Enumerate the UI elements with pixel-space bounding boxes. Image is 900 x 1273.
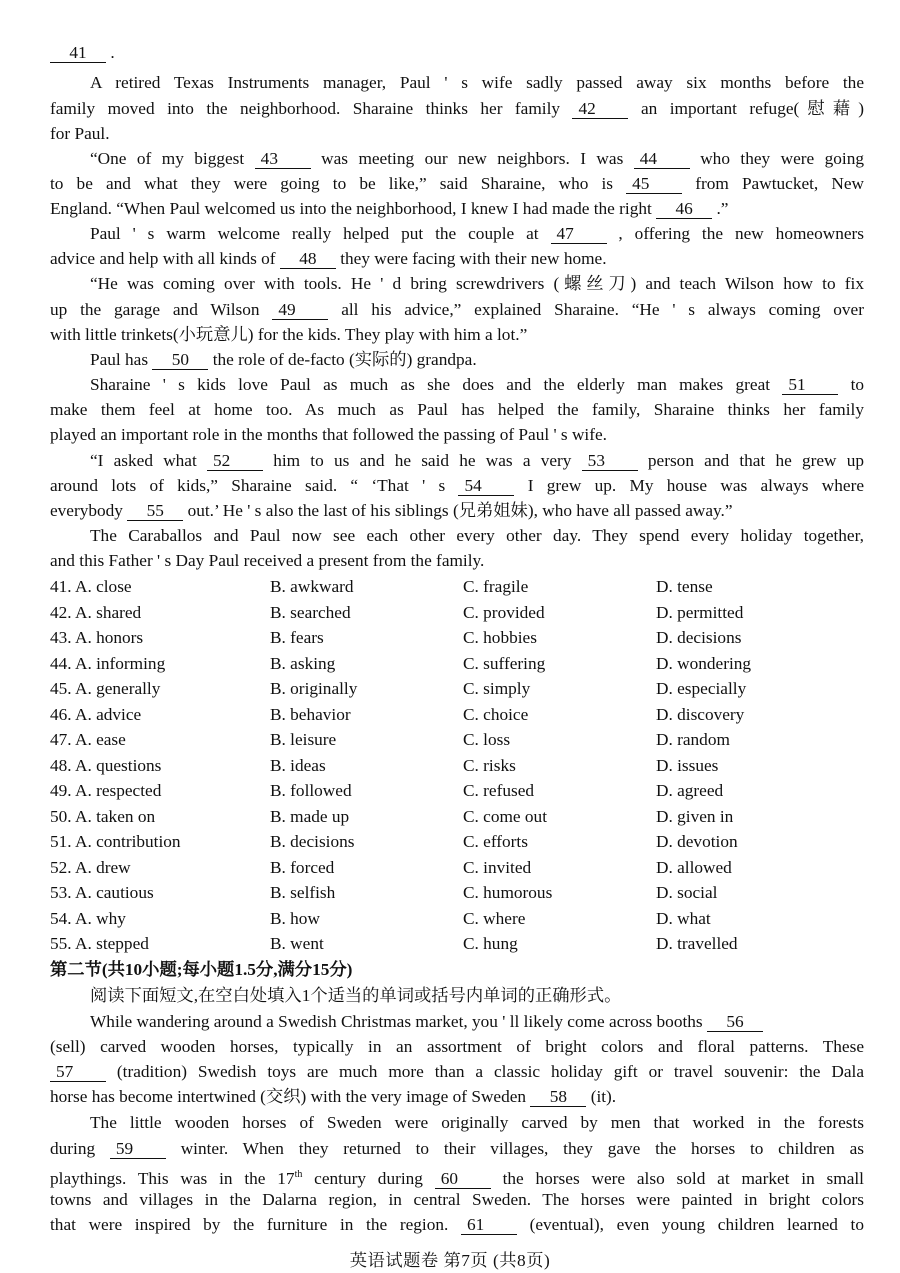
passage-line: during 59 winter. When they returned to their villages, they gave the horses to children as	[50, 1139, 864, 1158]
option-row-42	[50, 600, 870, 625]
option-c: C. fragile	[463, 577, 529, 596]
option-b: B. fears	[270, 628, 324, 647]
option-a: 46. A. advice	[50, 705, 142, 724]
option-row-55	[50, 931, 870, 956]
option-c: C. hung	[463, 934, 518, 953]
option-d: D. permitted	[656, 603, 744, 622]
blank-51: 51	[782, 375, 838, 395]
blank-48: 48	[280, 249, 336, 269]
passage-line: The Caraballos and Paul now see each other every other day. They spend every holiday together,	[90, 526, 864, 545]
option-a: 50. A. taken on	[50, 807, 156, 826]
option-c: C. simply	[463, 679, 531, 698]
passage-line: playthings. This was in the 17th century during 60 the horses were also sold at market in small	[50, 1168, 864, 1188]
option-d: D. issues	[656, 756, 719, 775]
option-row-47	[50, 727, 870, 752]
option-a: 41. A. close	[50, 577, 132, 596]
passage-line: to be and what they were going to be like,” said Sharaine, who is 45 from Pawtucket, New	[50, 174, 864, 193]
blank-54: 54	[458, 476, 514, 496]
option-d: D. especially	[656, 679, 747, 698]
option-d: D. discovery	[656, 705, 745, 724]
option-row-43	[50, 625, 870, 650]
passage-line: everybody 55 out.’ He ' s also the last of his siblings (兄弟姐妹), who have all passed away.”	[50, 501, 733, 520]
option-c: C. come out	[463, 807, 547, 826]
option-a: 52. A. drew	[50, 858, 131, 877]
option-row-44	[50, 651, 870, 676]
passage-line: Paul has 50 the role of de-facto (实际的) grandpa.	[90, 350, 477, 369]
passage-line: 41 .	[50, 40, 864, 65]
section-instruction: 阅读下面短文,在空白处填入1个适当的单词或括号内单词的正确形式。	[90, 986, 622, 1005]
option-c: C. risks	[463, 756, 516, 775]
passage-line: “I asked what 52 him to us and he said he was a very 53 person and that he grew up	[90, 451, 865, 470]
option-d: D. travelled	[656, 934, 738, 953]
blank-52: 52	[207, 451, 263, 471]
option-b: B. behavior	[270, 705, 351, 724]
blank-47: 47	[551, 224, 607, 244]
passage-line: A retired Texas Instruments manager, Paul ' s wife sadly passed away six months before the	[90, 73, 864, 92]
passage-line: “He was coming over with tools. He ' d bring screwdrivers (螺丝刀) and teach Wilson how to fix	[90, 274, 864, 293]
blank-61: 61	[461, 1215, 517, 1235]
passage-line: 57 (tradition) Swedish toys are much more than a classic holiday gift or travel souvenir: the Dala	[50, 1059, 864, 1084]
option-a: 45. A. generally	[50, 679, 161, 698]
option-d: D. decisions	[656, 628, 742, 647]
passage-line: up the garage and Wilson 49 all his advice,” explained Sharaine. “He ' s always coming over	[50, 300, 864, 319]
blank-44: 44	[634, 149, 690, 169]
option-row-50	[50, 804, 870, 829]
option-c: C. invited	[463, 858, 532, 877]
option-b: B. awkward	[270, 577, 354, 596]
blank-58: 58	[530, 1087, 586, 1107]
option-row-48	[50, 753, 870, 778]
passage-line: make them feel at home too. As much as Paul has helped the family, Sharaine thinks her family	[50, 400, 864, 419]
option-b: B. asking	[270, 654, 336, 673]
option-a: 47. A. ease	[50, 730, 126, 749]
option-row-51	[50, 829, 870, 854]
blank-60: 60	[435, 1169, 491, 1189]
option-b: B. followed	[270, 781, 352, 800]
option-b: B. made up	[270, 807, 350, 826]
passage-line: towns and villages in the Dalarna region, in central Sweden. The horses were painted in bright colors	[50, 1190, 864, 1209]
option-a: 51. A. contribution	[50, 832, 181, 851]
option-c: C. suffering	[463, 654, 546, 673]
option-a: 48. A. questions	[50, 756, 162, 775]
option-row-46	[50, 702, 870, 727]
option-row-41	[50, 574, 870, 599]
option-a: 54. A. why	[50, 909, 126, 928]
passage-line: “One of my biggest 43 was meeting our new neighbors. I was 44 who they were going	[90, 149, 865, 168]
passage-line: Sharaine ' s kids love Paul as much as she does and the elderly man makes great 51 to	[90, 375, 865, 394]
passage-line: with little trinkets(小玩意儿) for the kids. They play with him a lot.”	[50, 325, 528, 344]
option-row-54	[50, 906, 870, 931]
passage-line: Paul ' s warm welcome really helped put the couple at 47 , offering the new homeowners	[90, 224, 864, 243]
option-a: 55. A. stepped	[50, 934, 149, 953]
passage-line: England. “When Paul welcomed us into the neighborhood, I knew I had made the right 46 .”	[50, 199, 729, 218]
option-d: D. given in	[656, 807, 734, 826]
option-b: B. leisure	[270, 730, 337, 749]
passage-line: The little wooden horses of Sweden were originally carved by men that worked in the forests	[90, 1113, 864, 1132]
option-c: C. efforts	[463, 832, 528, 851]
blank-42: 42	[572, 99, 628, 119]
option-b: B. decisions	[270, 832, 355, 851]
option-row-52	[50, 855, 870, 880]
option-d: D. wondering	[656, 654, 752, 673]
blank-55: 55	[127, 501, 183, 521]
option-d: D. agreed	[656, 781, 724, 800]
option-a: 44. A. informing	[50, 654, 166, 673]
option-row-49	[50, 778, 870, 803]
option-b: B. how	[270, 909, 320, 928]
option-b: B. selfish	[270, 883, 336, 902]
option-b: B. went	[270, 934, 324, 953]
option-row-45	[50, 676, 870, 701]
option-c: C. hobbies	[463, 628, 537, 647]
option-c: C. where	[463, 909, 526, 928]
passage-line: family moved into the neighborhood. Sharaine thinks her family 42 an important refuge(慰藉)	[50, 99, 864, 118]
passage-line: advice and help with all kinds of 48 they were facing with their new home.	[50, 249, 607, 268]
option-d: D. what	[656, 909, 711, 928]
page-footer: 英语试题卷 第7页 (共8页)	[349, 1251, 551, 1270]
option-c: C. provided	[463, 603, 545, 622]
passage-line: for Paul.	[50, 124, 110, 143]
option-d: D. tense	[656, 577, 713, 596]
option-a: 49. A. respected	[50, 781, 162, 800]
option-c: C. refused	[463, 781, 535, 800]
option-b: B. forced	[270, 858, 335, 877]
option-a: 43. A. honors	[50, 628, 144, 647]
passage-line: played an important role in the months that followed the passing of Paul ' s wife.	[50, 425, 607, 444]
passage-line: around lots of kids,” Sharaine said. “ ‘That ' s 54 I grew up. My house was always where	[50, 476, 864, 495]
passage-line: While wandering around a Swedish Christmas market, you ' ll likely come across booths 56	[90, 1009, 864, 1034]
blank-49: 49	[272, 300, 328, 320]
blank-50: 50	[152, 350, 208, 370]
option-a: 42. A. shared	[50, 603, 142, 622]
passage-line: (sell) carved wooden horses, typically in an assortment of bright colors and floral patterns. These	[50, 1037, 864, 1056]
passage-line: and this Father ' s Day Paul received a present from the family.	[50, 551, 485, 570]
option-b: B. ideas	[270, 756, 326, 775]
blank-43: 43	[255, 149, 311, 169]
passage-line: that were inspired by the furniture in the region. 61 (eventual), even young children learned to	[50, 1215, 864, 1234]
option-b: B. originally	[270, 679, 358, 698]
option-c: C. choice	[463, 705, 529, 724]
passage-line: horse has become intertwined (交织) with the very image of Sweden 58 (it).	[50, 1087, 617, 1106]
option-d: D. random	[656, 730, 730, 749]
option-a: 53. A. cautious	[50, 883, 154, 902]
blank-41: 41	[50, 43, 106, 63]
section-heading: 第二节(共10小题;每小题1.5分,满分15分)	[50, 960, 353, 979]
blank-45: 45	[626, 174, 682, 194]
option-d: D. social	[656, 883, 718, 902]
option-d: D. allowed	[656, 858, 732, 877]
blank-57: 57	[50, 1062, 106, 1082]
blank-59: 59	[110, 1139, 166, 1159]
option-c: C. loss	[463, 730, 511, 749]
blank-53: 53	[582, 451, 638, 471]
option-b: B. searched	[270, 603, 351, 622]
option-d: D. devotion	[656, 832, 738, 851]
blank-46: 46	[656, 199, 712, 219]
blank-56: 56	[707, 1012, 763, 1032]
option-c: C. humorous	[463, 883, 553, 902]
option-row-53	[50, 880, 870, 905]
